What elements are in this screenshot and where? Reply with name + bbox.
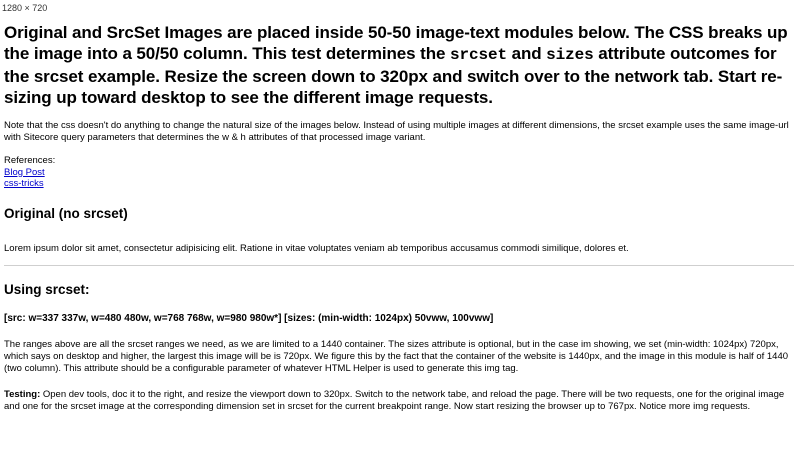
page-title bbox=[4, 22, 794, 108]
references-block bbox=[4, 155, 794, 190]
section-divider bbox=[4, 265, 794, 266]
srcset-code-token: srcset bbox=[449, 46, 507, 64]
srcset-section-heading: Using srcset: bbox=[4, 281, 90, 297]
intro-text-part3: attribute outcomes for the srcset example. Resize the screen down to 320px and switch over to the network tab. Start re-sizing up toward desktop to see the different image requests. bbox=[4, 44, 783, 107]
srcset-attributes-line: [src: w=337 337w, w=480 480w, w=768 768w, w=980 980w*] [sizes: (min-width: 1024px) 50vww, 100vww] bbox=[4, 312, 494, 324]
sizes-code-token: sizes bbox=[546, 46, 594, 64]
viewport-size-label: 1280 × 720 bbox=[2, 3, 48, 13]
testing-paragraph bbox=[4, 389, 794, 413]
testing-copy: Open dev tools, doc it to the right, and resize the viewport down to 320px. Switch to the network tabe, and reload the page. There will be two requests, one for the original image and one for the srcset image at the corresponding dimension set in srcset for the current breakpoint range. Now start resizing the browser up to 767px. Notice more img requests. bbox=[4, 388, 785, 412]
intro-text-part2: and bbox=[506, 44, 547, 63]
references-heading: References: bbox=[4, 155, 56, 166]
intro-text-part1: Original and SrcSet Images are placed inside 50-50 image-text modules below. The CSS breaks up the image into a 50/50 column. This test determines the bbox=[4, 23, 788, 63]
link-css-tricks[interactable]: css-tricks bbox=[4, 178, 44, 189]
link-blog-post[interactable]: Blog Post bbox=[4, 166, 45, 178]
note-paragraph: Note that the css doesn't do anything to change the natural size of the images below. Instead of using multiple images at different dimensions, the srcset example uses the same image-url with Sitecore query parameters that determines the w & h attributes of that processed image variant. bbox=[4, 120, 789, 143]
document-content bbox=[0, 22, 800, 413]
testing-label: Testing: bbox=[4, 388, 41, 400]
original-section-lorem: Lorem ipsum dolor sit amet, consectetur adipisicing elit. Ratione in vitae voluptates veniam ab temporibus accusamus commodi similique, dolores et. bbox=[4, 242, 629, 254]
original-section-heading: Original (no srcset) bbox=[4, 205, 128, 221]
srcset-ranges-paragraph: The ranges above are all the srcset ranges we need, as we are limited to a 1440 container. The sizes attribute is optional, but in the case im showing, we set (min-width: 1024px) 720px, which says on desktop and higher, the largest this image will be is 720px. We figure this by the fact that the container of the website is 1440px, and the image in this module is half of 1440 (two column). This attribute should be a configurable parameter of whatever HTML Helper is used to generate this img tag. bbox=[4, 338, 789, 374]
